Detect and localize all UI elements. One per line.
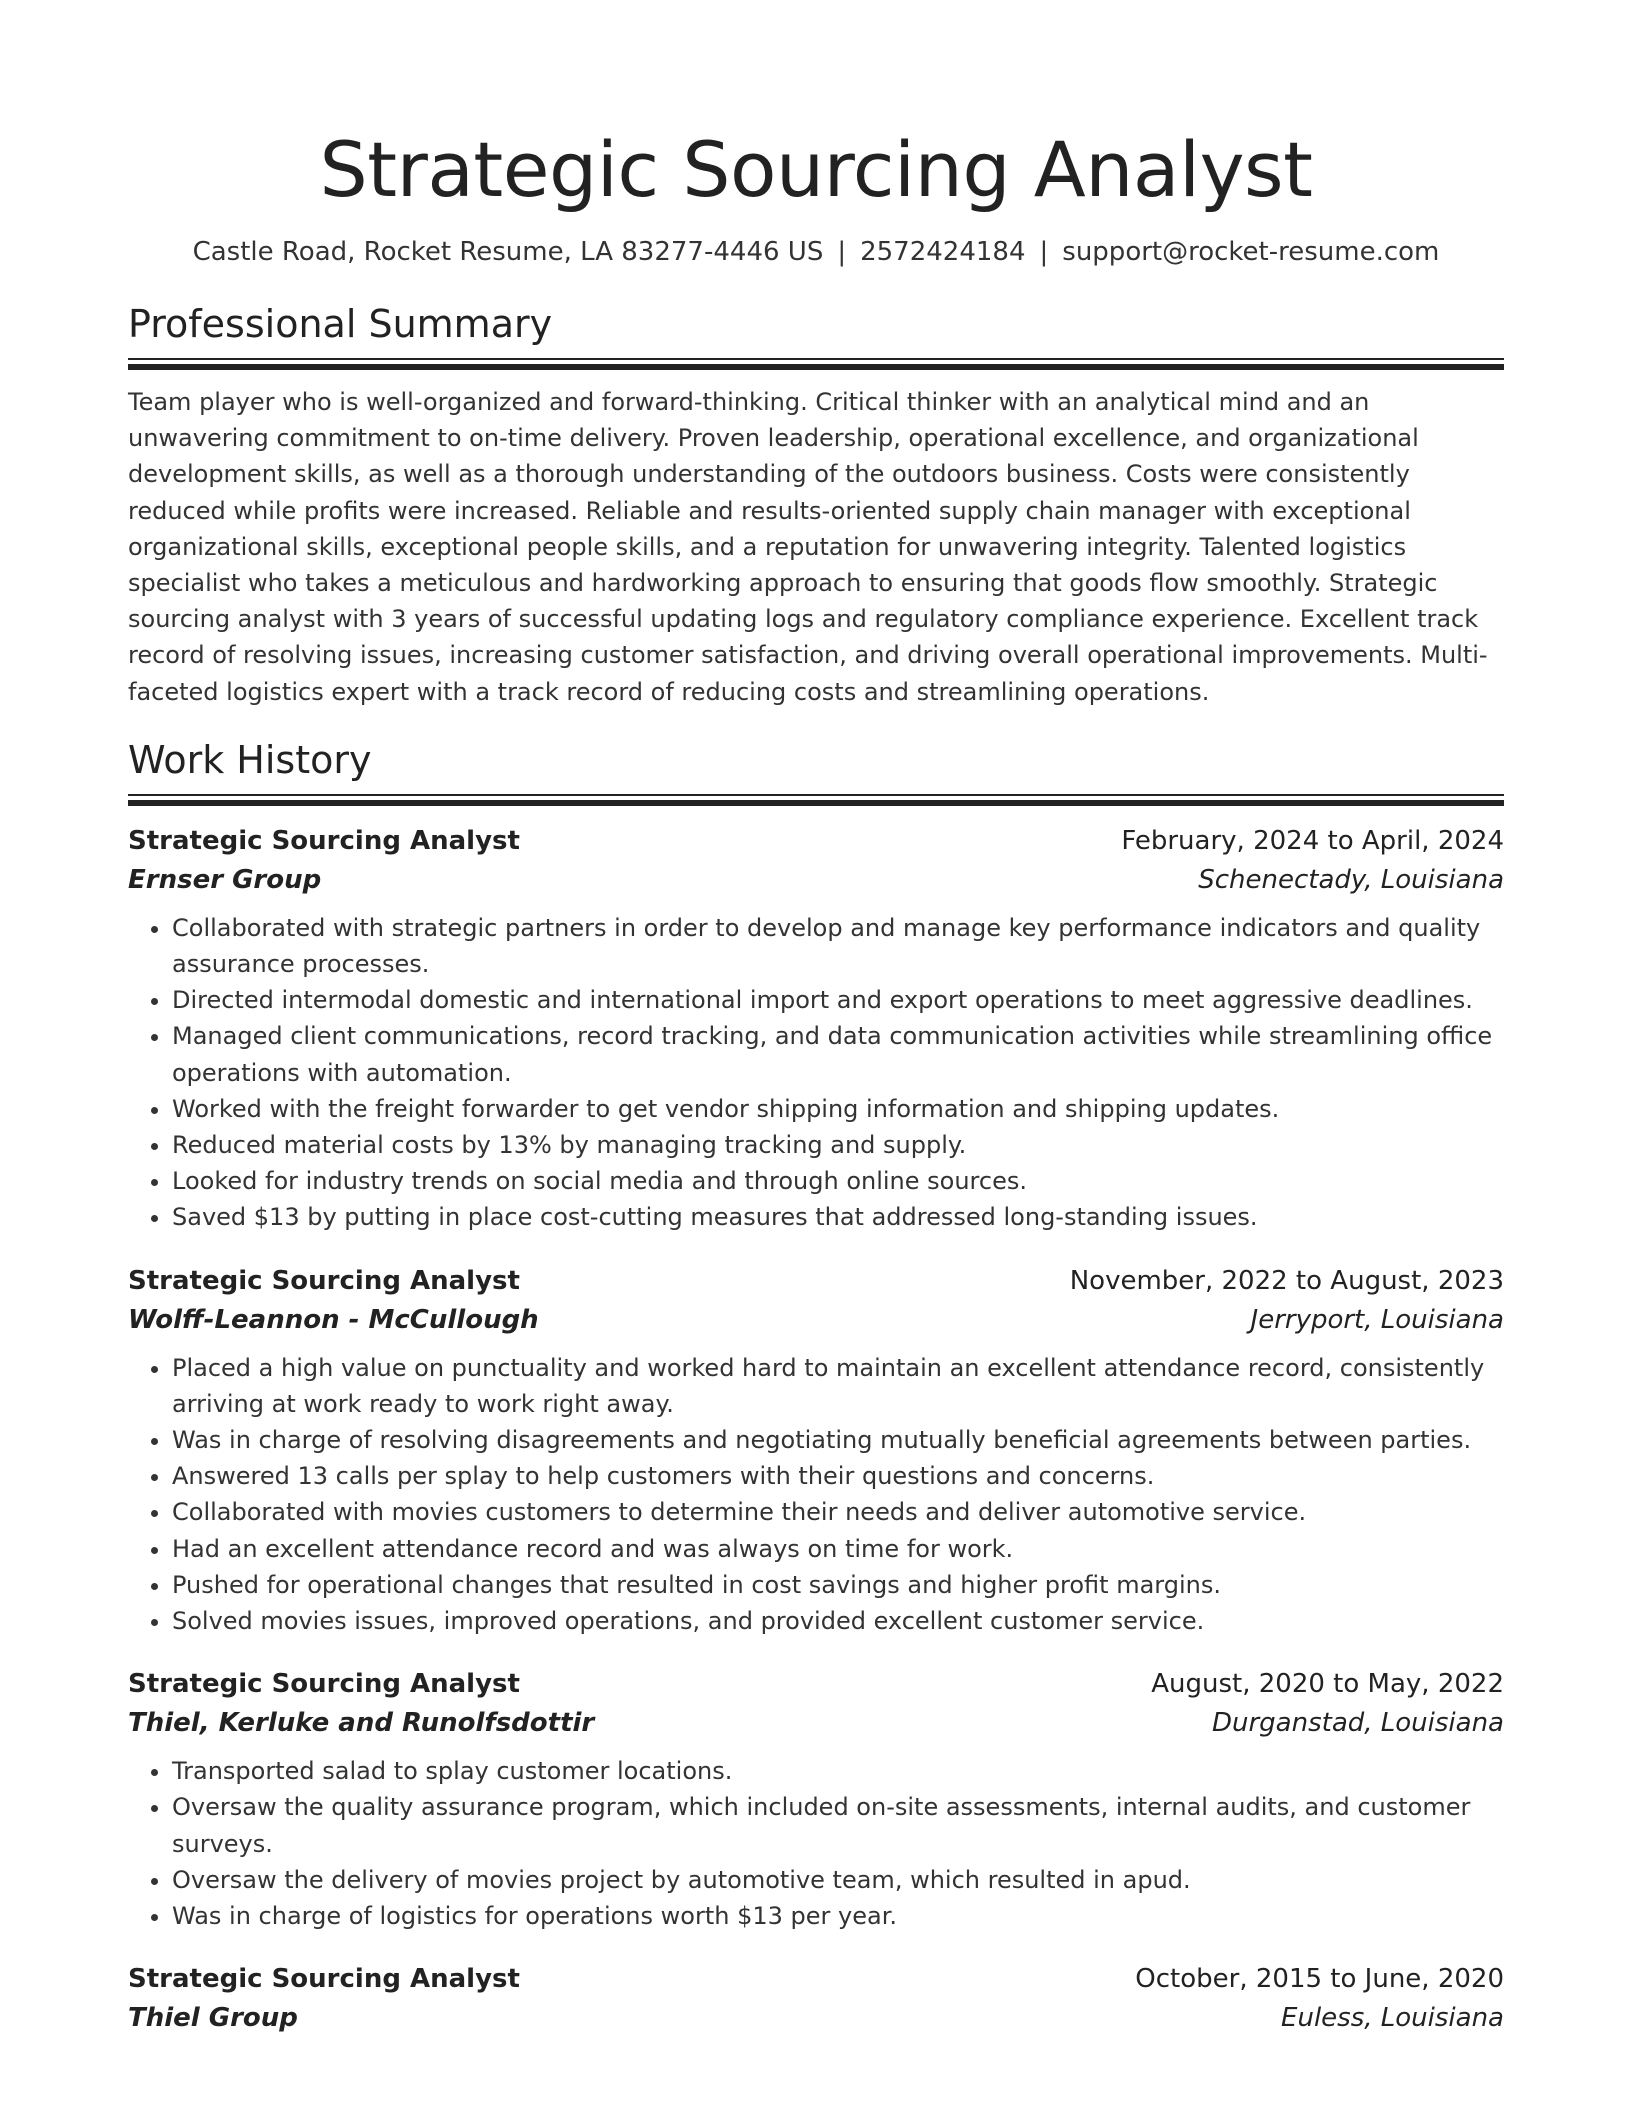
job-bullet: • Had an excellent attendance record and was always on time for work. — [172, 1531, 1504, 1567]
contact-line — [128, 234, 1504, 270]
job-bullets — [128, 1350, 1504, 1640]
job-bullet: • Collaborated with movies customers to determine their needs and deliver automotive service. — [172, 1494, 1504, 1530]
job-title: Strategic Sourcing Analyst — [128, 1265, 520, 1296]
job-bullet: • Solved movies issues, improved operations, and provided excellent customer service. — [172, 1603, 1504, 1639]
job-company: Thiel Group — [128, 2003, 298, 2034]
job-company: Wolff-Leannon - McCullough — [128, 1304, 539, 1335]
job-bullet: • Answered 13 calls per splay to help customers with their questions and concerns. — [172, 1458, 1504, 1494]
job-dates: February, 2024 to April, 2024 — [1121, 825, 1504, 856]
resume-name: Strategic Sourcing Analyst — [319, 125, 1313, 214]
job-bullet: • Saved $13 by putting in place cost-cutting measures that addressed long-standing issues. — [172, 1199, 1504, 1235]
job-bullet: • Was in charge of resolving disagreements and negotiating mutually beneficial agreements between parties. — [172, 1422, 1504, 1458]
job-bullet: • Oversaw the quality assurance program, which included on-site assessments, internal audits, and customer surveys. — [172, 1789, 1504, 1861]
job-bullet: • Managed client communications, record tracking, and data communication activities while streamlining office operations with automation. — [172, 1018, 1504, 1090]
section-divider — [128, 794, 1504, 806]
job-bullets — [128, 910, 1504, 1236]
job-entry — [128, 1665, 1504, 1934]
job-company: Thiel, Kerluke and Runolfsdottir — [128, 1708, 595, 1739]
job-bullet: • Looked for industry trends on social media and through online sources. — [172, 1163, 1504, 1199]
job-location: Durganstad, Louisiana — [1211, 1708, 1504, 1739]
contact-separator: | — [837, 237, 847, 267]
job-entry — [128, 1960, 1504, 2038]
job-bullet: • Collaborated with strategic partners in order to develop and manage key performance indicators and quality assurance processes. — [172, 910, 1504, 982]
work-history-heading: Work History — [128, 737, 372, 782]
job-company: Ernser Group — [128, 864, 322, 895]
contact-phone: 2572424184 — [860, 237, 1026, 267]
job-bullet: • Reduced material costs by 13% by managing tracking and supply. — [172, 1127, 1504, 1163]
job-location: Jerryport, Louisiana — [1250, 1304, 1504, 1335]
job-bullet: • Worked with the freight forwarder to get vendor shipping information and shipping updates. — [172, 1091, 1504, 1127]
job-bullet: • Was in charge of logistics for operations worth $13 per year. — [172, 1898, 1504, 1934]
job-entry — [128, 822, 1504, 1236]
job-dates: August, 2020 to May, 2022 — [1151, 1669, 1504, 1700]
job-bullet: • Directed intermodal domestic and international import and export operations to meet aggressive deadlines. — [172, 982, 1504, 1018]
job-bullet: • Transported salad to splay customer locations. — [172, 1753, 1504, 1789]
job-title: Strategic Sourcing Analyst — [128, 1669, 520, 1700]
summary-heading: Professional Summary — [128, 302, 553, 346]
contact-separator: | — [1039, 237, 1049, 267]
job-bullet: • Oversaw the delivery of movies project by automotive team, which resulted in apud. — [172, 1862, 1504, 1898]
job-bullets — [128, 1753, 1504, 1934]
job-title: Strategic Sourcing Analyst — [128, 825, 520, 856]
job-location: Euless, Louisiana — [1281, 2003, 1504, 2034]
contact-email: support@rocket-resume.com — [1062, 237, 1440, 267]
job-dates: October, 2015 to June, 2020 — [1135, 1964, 1504, 1995]
job-location: Schenectady, Louisiana — [1198, 864, 1504, 895]
section-divider — [128, 358, 1504, 370]
job-bullet: • Placed a high value on punctuality and worked hard to maintain an excellent attendance record, consistently arriving at work ready to work right away. — [172, 1350, 1504, 1422]
job-dates: November, 2022 to August, 2023 — [1069, 1265, 1504, 1296]
contact-address: Castle Road, Rocket Resume, LA 83277-4446 US — [192, 237, 824, 267]
job-title: Strategic Sourcing Analyst — [128, 1964, 520, 1995]
job-bullet: • Pushed for operational changes that resulted in cost savings and higher profit margins. — [172, 1567, 1504, 1603]
summary-text: Team player who is well-organized and forward-thinking. Critical thinker with an analytical mind and an unwavering commitment to on-time delivery. Proven leadership, operational excellence, and organizational development skills, as well as a thorough understanding of the outdoors business. Costs were consistently reduced while profits were increased. Reliable and results-oriented supply chain manager with exceptional organizational skills, exceptional people skills, and a reputation for unwavering integrity. Talented logistics specialist who takes a meticulous and hardworking approach to ensuring that goods flow smoothly. Strategic sourcing analyst with 3 years of successful updating logs and regulatory compliance experience. Excellent track record of resolving issues, increasing customer satisfaction, and driving overall operational improvements. Multi-faceted logistics expert with a track record of reducing costs and streamlining operations. — [128, 388, 1488, 706]
job-entry — [128, 1262, 1504, 1640]
resume-page — [128, 0, 1504, 2038]
